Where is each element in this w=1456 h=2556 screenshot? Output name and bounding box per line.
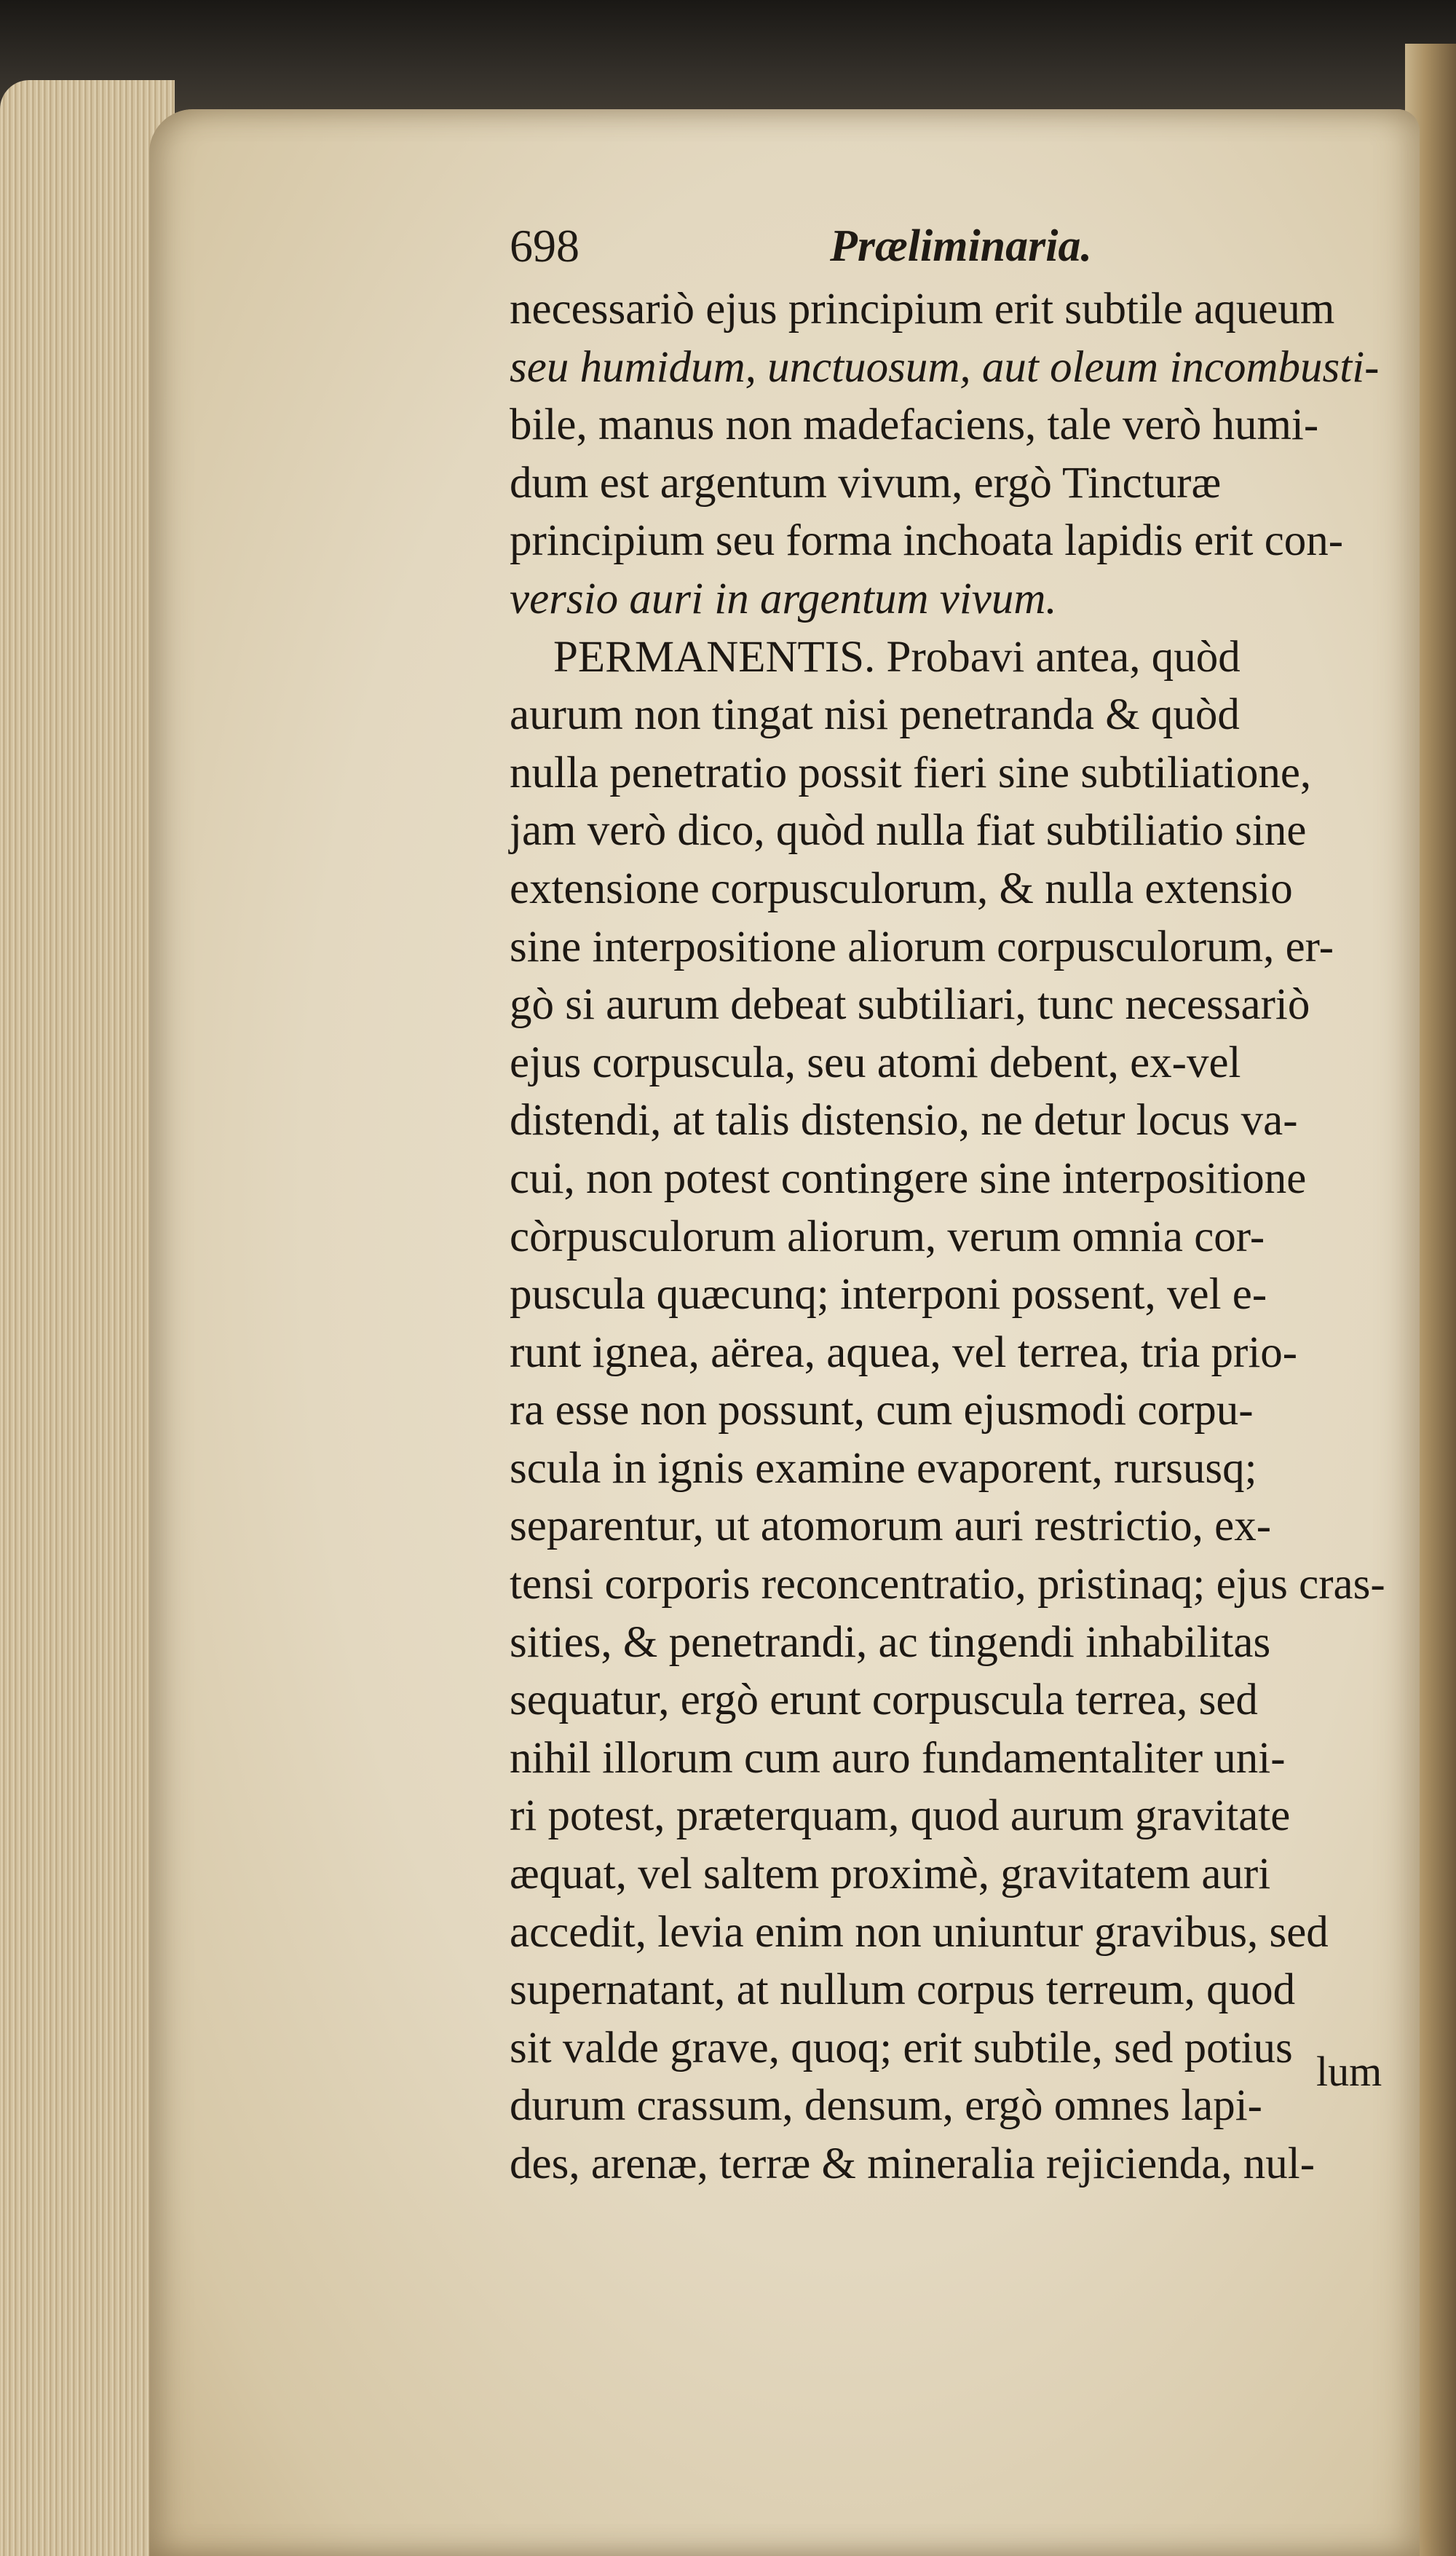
text-line: accedit, levia enim non uniuntur gravibus, sed — [510, 1907, 1329, 1957]
text-line: jam verò dico, quòd nulla fiat subtiliatio sine — [510, 806, 1307, 856]
text-line: sities, & penetrandi, ac tingendi inhabilitas — [510, 1617, 1271, 1667]
text-line: runt ignea, aërea, aquea, vel terrea, tria prio- — [510, 1328, 1298, 1377]
text-line: æquat, vel saltem proximè, gravitatem auri — [510, 1850, 1271, 1899]
catchword: lum — [1316, 2048, 1382, 2095]
text-line: durum crassum, densum, ergò omnes lapi- — [510, 2081, 1262, 2131]
text-line: nulla penetratio possit fieri sine subtiliatione, — [510, 748, 1312, 797]
text-line: separentur, ut atomorum auri restrictio, ex- — [510, 1502, 1272, 1551]
page-block-edges — [0, 80, 175, 2556]
text-line: PERMANENTIS. Probavi antea, quòd — [553, 632, 1241, 682]
text-line: cui, non potest contingere sine interpositione — [510, 1153, 1307, 1203]
text-line: extensione corpusculorum, & nulla extensio — [510, 864, 1293, 913]
text-line: des, arenæ, terræ & mineralia rejicienda, nul- — [510, 2139, 1315, 2188]
text-line: gò si aurum debeat subtiliari, tunc necessariò — [510, 980, 1310, 1030]
text-line: puscula quæcunq; interponi possent, vel e- — [510, 1270, 1267, 1320]
page-number: 698 — [510, 220, 579, 272]
text-line: sine interpositione aliorum corpusculorum, er- — [510, 922, 1334, 971]
text-line: aurum non tingat nisi penetranda & quòd — [510, 690, 1240, 740]
running-title: Præliminaria. — [830, 221, 1093, 271]
text-line: supernatant, at nullum corpus terreum, quod — [510, 1965, 1296, 2015]
text-line: ra esse non possunt, cum ejusmodi corpu- — [510, 1386, 1254, 1435]
page-header — [510, 217, 1238, 275]
text-line: bile, manus non madefaciens, tale verò humi- — [510, 401, 1319, 450]
text-line: principium seu forma inchoata lapidis erit con- — [510, 516, 1344, 566]
text-line: scula in ignis examine evaporent, rursusq; — [510, 1443, 1257, 1493]
body-text — [510, 280, 1412, 2193]
text-line: còrpusculorum aliorum, verum omnia cor- — [510, 1212, 1265, 1261]
text-line: tensi corporis reconcentratio, pristinaq; ejus cras- — [510, 1560, 1385, 1609]
text-line: necessariò ejus principium erit subtile aqueum — [510, 285, 1335, 334]
text-line: ejus corpuscula, seu atomi debent, ex-vel — [510, 1038, 1241, 1087]
text-line: seu humidum, unctuosum, aut oleum incombusti- — [510, 342, 1380, 392]
text-line: versio auri in argentum vivum. — [510, 574, 1057, 623]
text-line: nihil illorum cum auro fundamentaliter uni- — [510, 1733, 1286, 1783]
text-line: dum est argentum vivum, ergò Tincturæ — [510, 458, 1222, 508]
text-line: sit valde grave, quoq; erit subtile, sed potius — [510, 2023, 1293, 2072]
text-line: sequatur, ergò erunt corpuscula terrea, sed — [510, 1676, 1258, 1725]
text-line: ri potest, præterquam, quod aurum gravitate — [510, 1791, 1291, 1841]
text-line: distendi, at talis distensio, ne detur locus va- — [510, 1096, 1298, 1145]
